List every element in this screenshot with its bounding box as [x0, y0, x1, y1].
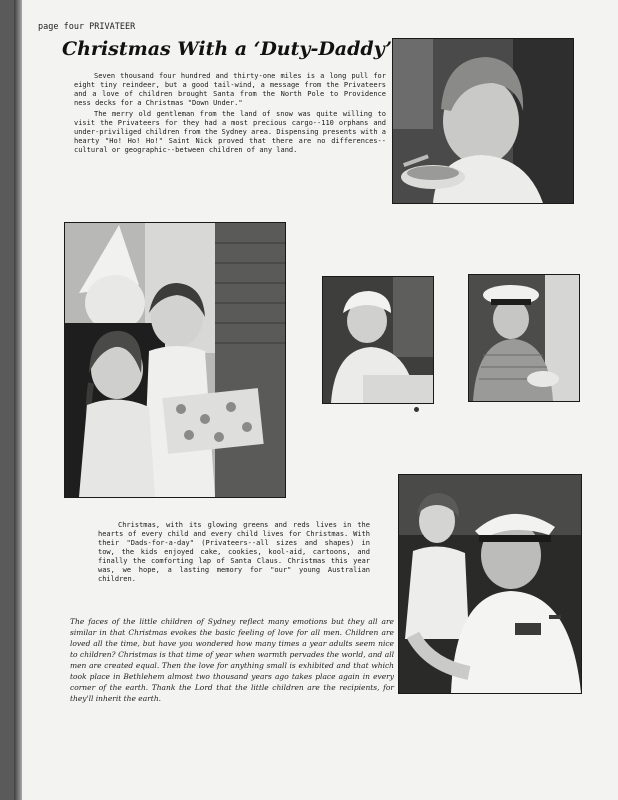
article-title: Christmas With a ‘Duty-Daddy’ [62, 38, 393, 60]
photo-girl-eating [392, 38, 574, 204]
photo-santa-with-girls [64, 222, 286, 498]
intro-paragraph: The merry old gentleman from the land of snow was quite willing to visit the Privateers for they had a most precious cargo--110 orphans and under-priviliged children from the Sydney area. Dispensing presents with a hearty "Ho! Ho! Ho!" Saint Nick proved that there are no differences--cultural or geographic--between children of any land. [74, 110, 386, 154]
intro-paragraph: Seven thousand four hundred and thirty-one miles is a long pull for eight tiny reindeer, but a good tail-wind, a message from the Privateers and a love of children brought Santa from the North Pole to Providence ness decks for a Christmas "Down Under." [74, 72, 386, 107]
closing-text: The faces of the little children of Sydney reflect many emotions but they all are similar in that Christmas evokes the basic feeling of love for all men. Children are loved all the time, but have you wondered how many times a year adults seem nice to children? Christmas is that time of year when warmth pervades the world, and all men are created equal. Then the love for anything small is exhibited and that which took place in Bethlehem almost two thousand years ago takes place again in every corner of the earth. Thank the Lord that the little children are the recipients, for they'll inherit the earth. [70, 617, 394, 703]
middle-text [98, 521, 370, 584]
middle-paragraph: Christmas, with its glowing greens and reds lives in the hearts of every child and every child lives for Christmas. With their "Dads-for-a-day" (Privateers--all sizes and shapes) in tow, the kids enjoyed cake, cookies, kool-aid, cartoons, and finally the comforting lap of Santa Claus. Christmas this year was, we hope, a lasting memory for "our" young Australian children. [98, 521, 370, 583]
running-head: page four PRIVATEER [38, 22, 136, 32]
photo-boy-officer-cap [468, 274, 580, 402]
intro-text [74, 72, 386, 157]
photo-officer-holding-girl [398, 474, 582, 694]
ink-dot [414, 407, 419, 412]
photo-child-sailor-cap [322, 276, 434, 404]
